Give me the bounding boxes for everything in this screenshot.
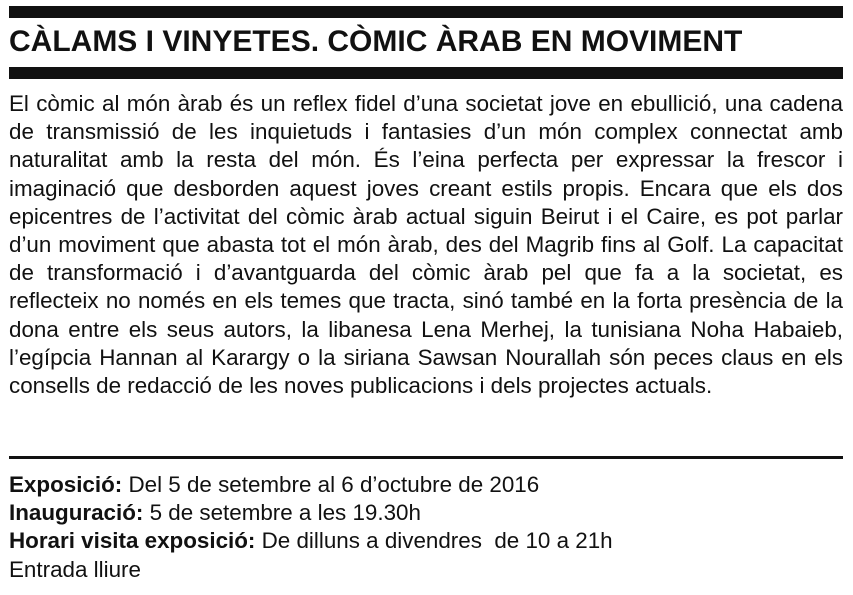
inauguracio-label: Inauguració: xyxy=(9,500,144,526)
exhibition-info xyxy=(9,471,843,584)
description-paragraph: El còmic al món àrab és un reflex fidel d’una societat jove en ebullició, una cadena de transmissió de les inquietuds i fantasies d’un món complex connectat amb naturalitat amb la resta del món. És l’eina perfecta per expressar la frescor i imaginació que desborden aquest joves creant estils propis. Encara que els dos epicentres de l’activitat del còmic àrab actual siguin Beirut i el Caire, es pot parlar d’un moviment que abasta tot el món àrab, des del Magrib fins al Golf. La capacitat de transformació i d’avantguarda del còmic àrab pel que fa a la societat, es reflecteix no només en els temes que tracta, sinó també en la forta presència de la dona entre els seus autors, la libanesa Lena Merhej, la tunisiana Noha Habaieb, l’egípcia Hannan al Karargy o la siriana Sawsan Nourallah són peces claus en els consells de redacció de les noves publicacions i dels projectes actuals. xyxy=(9,91,843,399)
entrada-line: Entrada lliure xyxy=(9,556,141,582)
horari-value: De dilluns a divendres de 10 a 21h xyxy=(255,528,613,554)
inauguracio-line xyxy=(9,499,843,527)
inauguracio-value: 5 de setembre a les 19.30h xyxy=(143,500,421,526)
exposicio-line xyxy=(9,471,843,499)
horari-label: Horari visita exposició: xyxy=(9,528,256,554)
exposicio-label: Exposició: xyxy=(9,472,123,497)
title-rule xyxy=(9,67,843,79)
exposicio-value: Del 5 de setembre al 6 d’octubre de 2016 xyxy=(122,472,540,497)
horari-line xyxy=(9,527,843,555)
section-divider xyxy=(9,456,843,459)
page-title: CÀLAMS I VINYETES. CÒMIC ÀRAB EN MOVIMENT xyxy=(9,25,743,58)
top-rule xyxy=(9,6,843,18)
